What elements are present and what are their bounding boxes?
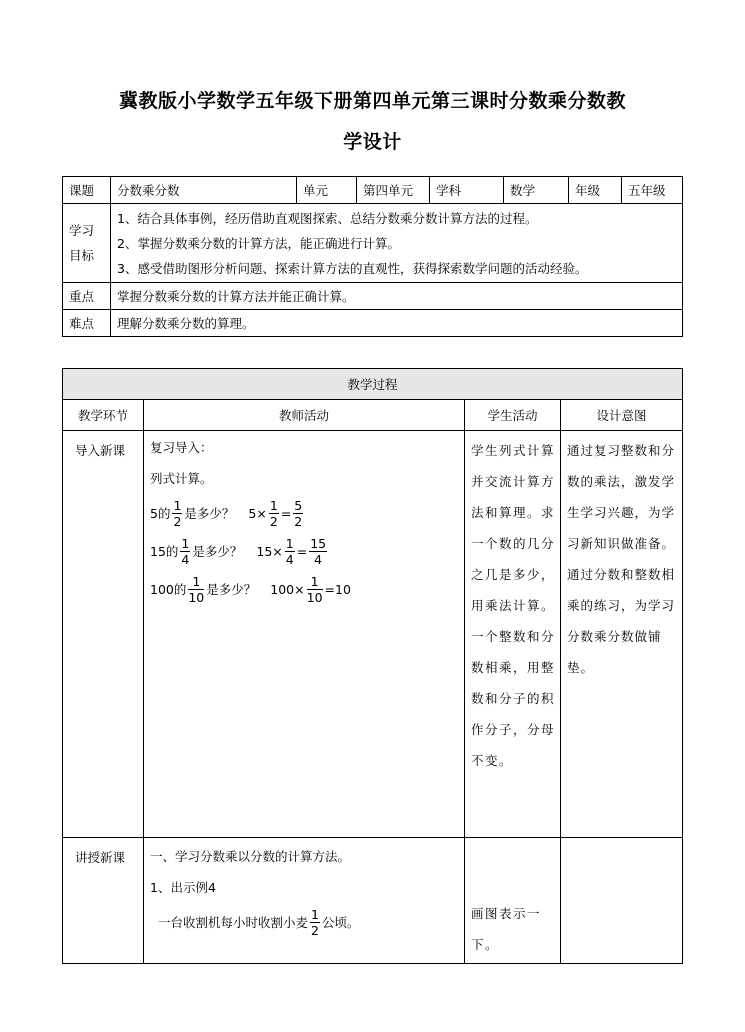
student-activity-text: 学生列式计算并交流计算方法和算理。求一个数的几分之几是多少，用乘法计算。一个整数和分数相乘，用整数和分子的积作分子，分母不变。	[471, 443, 556, 768]
instruction-text: 列式计算。	[150, 471, 213, 486]
stage-teach	[63, 838, 144, 964]
subject-label: 学科	[430, 177, 504, 204]
fraction: $\frac{1}{4}$	[181, 535, 190, 567]
example-4-text	[150, 903, 464, 941]
exercise-1	[150, 494, 464, 532]
example-text: 公顷。	[321, 915, 360, 930]
section-heading: 一、学习分数乘以分数的计算方法。	[150, 849, 351, 864]
fraction: $\frac{5}{2}$	[294, 497, 303, 529]
exercise-text: 是多少？	[184, 506, 235, 521]
exercise-2	[150, 532, 464, 570]
column-header-stage: 教学环节	[63, 400, 144, 431]
stage-teach-label: 讲授新课	[75, 850, 126, 865]
teacher-activity-intro	[144, 431, 465, 838]
goals-cell	[111, 204, 683, 283]
unit-label: 单元	[297, 177, 357, 204]
column-header-design: 设计意图	[561, 400, 683, 431]
grade-label: 年级	[569, 177, 622, 204]
design-intent-intro	[561, 431, 683, 838]
fraction: $\frac{1}{10}$	[306, 573, 323, 605]
student-activity-intro	[465, 431, 561, 838]
student-activity-text: 画图表示一下。	[471, 906, 542, 952]
fraction: $\frac{1}{4}$	[285, 535, 294, 567]
fraction: $\frac{15}{4}$	[310, 535, 327, 567]
fraction: $\frac{1}{10}$	[188, 573, 205, 605]
difficulty-label: 难点	[63, 310, 111, 337]
exercise-text: 15×	[256, 543, 283, 559]
fraction: $\frac{1}{2}$	[269, 497, 278, 529]
subject-value: 数学	[504, 177, 569, 204]
exercise-text: 是多少？	[192, 544, 243, 559]
goal-item: 1、结合具体事例，经历借助直观图探索、总结分数乘分数计算方法的过程。	[117, 210, 538, 226]
goals-label-line2: 目标	[69, 248, 95, 263]
exercise-text: 5的	[150, 506, 171, 521]
exercise-text: =	[280, 505, 292, 521]
design-intent-teach	[561, 838, 683, 964]
example-text: 一台收割机每小时收割小麦	[158, 915, 309, 930]
stage-intro	[63, 431, 144, 838]
exercise-text: 5×	[248, 505, 267, 521]
exercise-text: =10	[324, 581, 351, 597]
review-heading: 复习导入：	[150, 440, 213, 455]
exercise-text: 是多少？	[206, 582, 257, 597]
topic-value: 分数乘分数	[111, 177, 297, 204]
unit-value: 第四单元	[357, 177, 430, 204]
example-label: 1、出示例4	[150, 880, 216, 895]
exercise-text: 15的	[150, 544, 179, 559]
teaching-process-table	[62, 368, 683, 964]
goals-label-line1: 学习	[69, 223, 95, 238]
key-point-value: 掌握分数乘分数的计算方法并能正确计算。	[111, 283, 683, 310]
fraction: $\frac{1}{2}$	[311, 906, 319, 938]
goals-label	[63, 204, 111, 283]
exercise-text: 100的	[150, 582, 187, 597]
design-intent-text: 通过复习整数和分数的乘法，激发学生学习兴趣，为学习新知识做准备。通过分数和整数相乘的练习，为学习分数乘分数做铺垫。	[567, 443, 676, 675]
grade-value: 五年级	[622, 177, 683, 204]
document-title-line2: 学设计	[343, 131, 402, 153]
lesson-info-table	[62, 176, 683, 337]
student-activity-teach	[465, 838, 561, 964]
teacher-activity-teach	[144, 838, 465, 964]
column-header-student: 学生活动	[465, 400, 561, 431]
exercise-text: =	[296, 543, 308, 559]
key-point-label: 重点	[63, 283, 111, 310]
document-title-line1: 冀教版小学数学五年级下册第四单元第三课时分数乘分数教	[118, 90, 626, 112]
difficulty-value: 理解分数乘分数的算理。	[111, 310, 683, 337]
goal-item: 2、掌握分数乘分数的计算方法，能正确进行计算。	[117, 235, 400, 251]
goal-item: 3、感受借助图形分析问题、探索计算方法的直观性，获得探索数学问题的活动经验。	[117, 260, 588, 276]
exercise-3	[150, 570, 464, 608]
topic-label: 课题	[63, 177, 111, 204]
process-header: 教学过程	[63, 369, 683, 400]
fraction: $\frac{1}{2}$	[173, 497, 182, 529]
column-header-teacher: 教师活动	[144, 400, 465, 431]
exercise-text: 100×	[270, 581, 305, 597]
stage-intro-label: 导入新课	[75, 443, 126, 458]
